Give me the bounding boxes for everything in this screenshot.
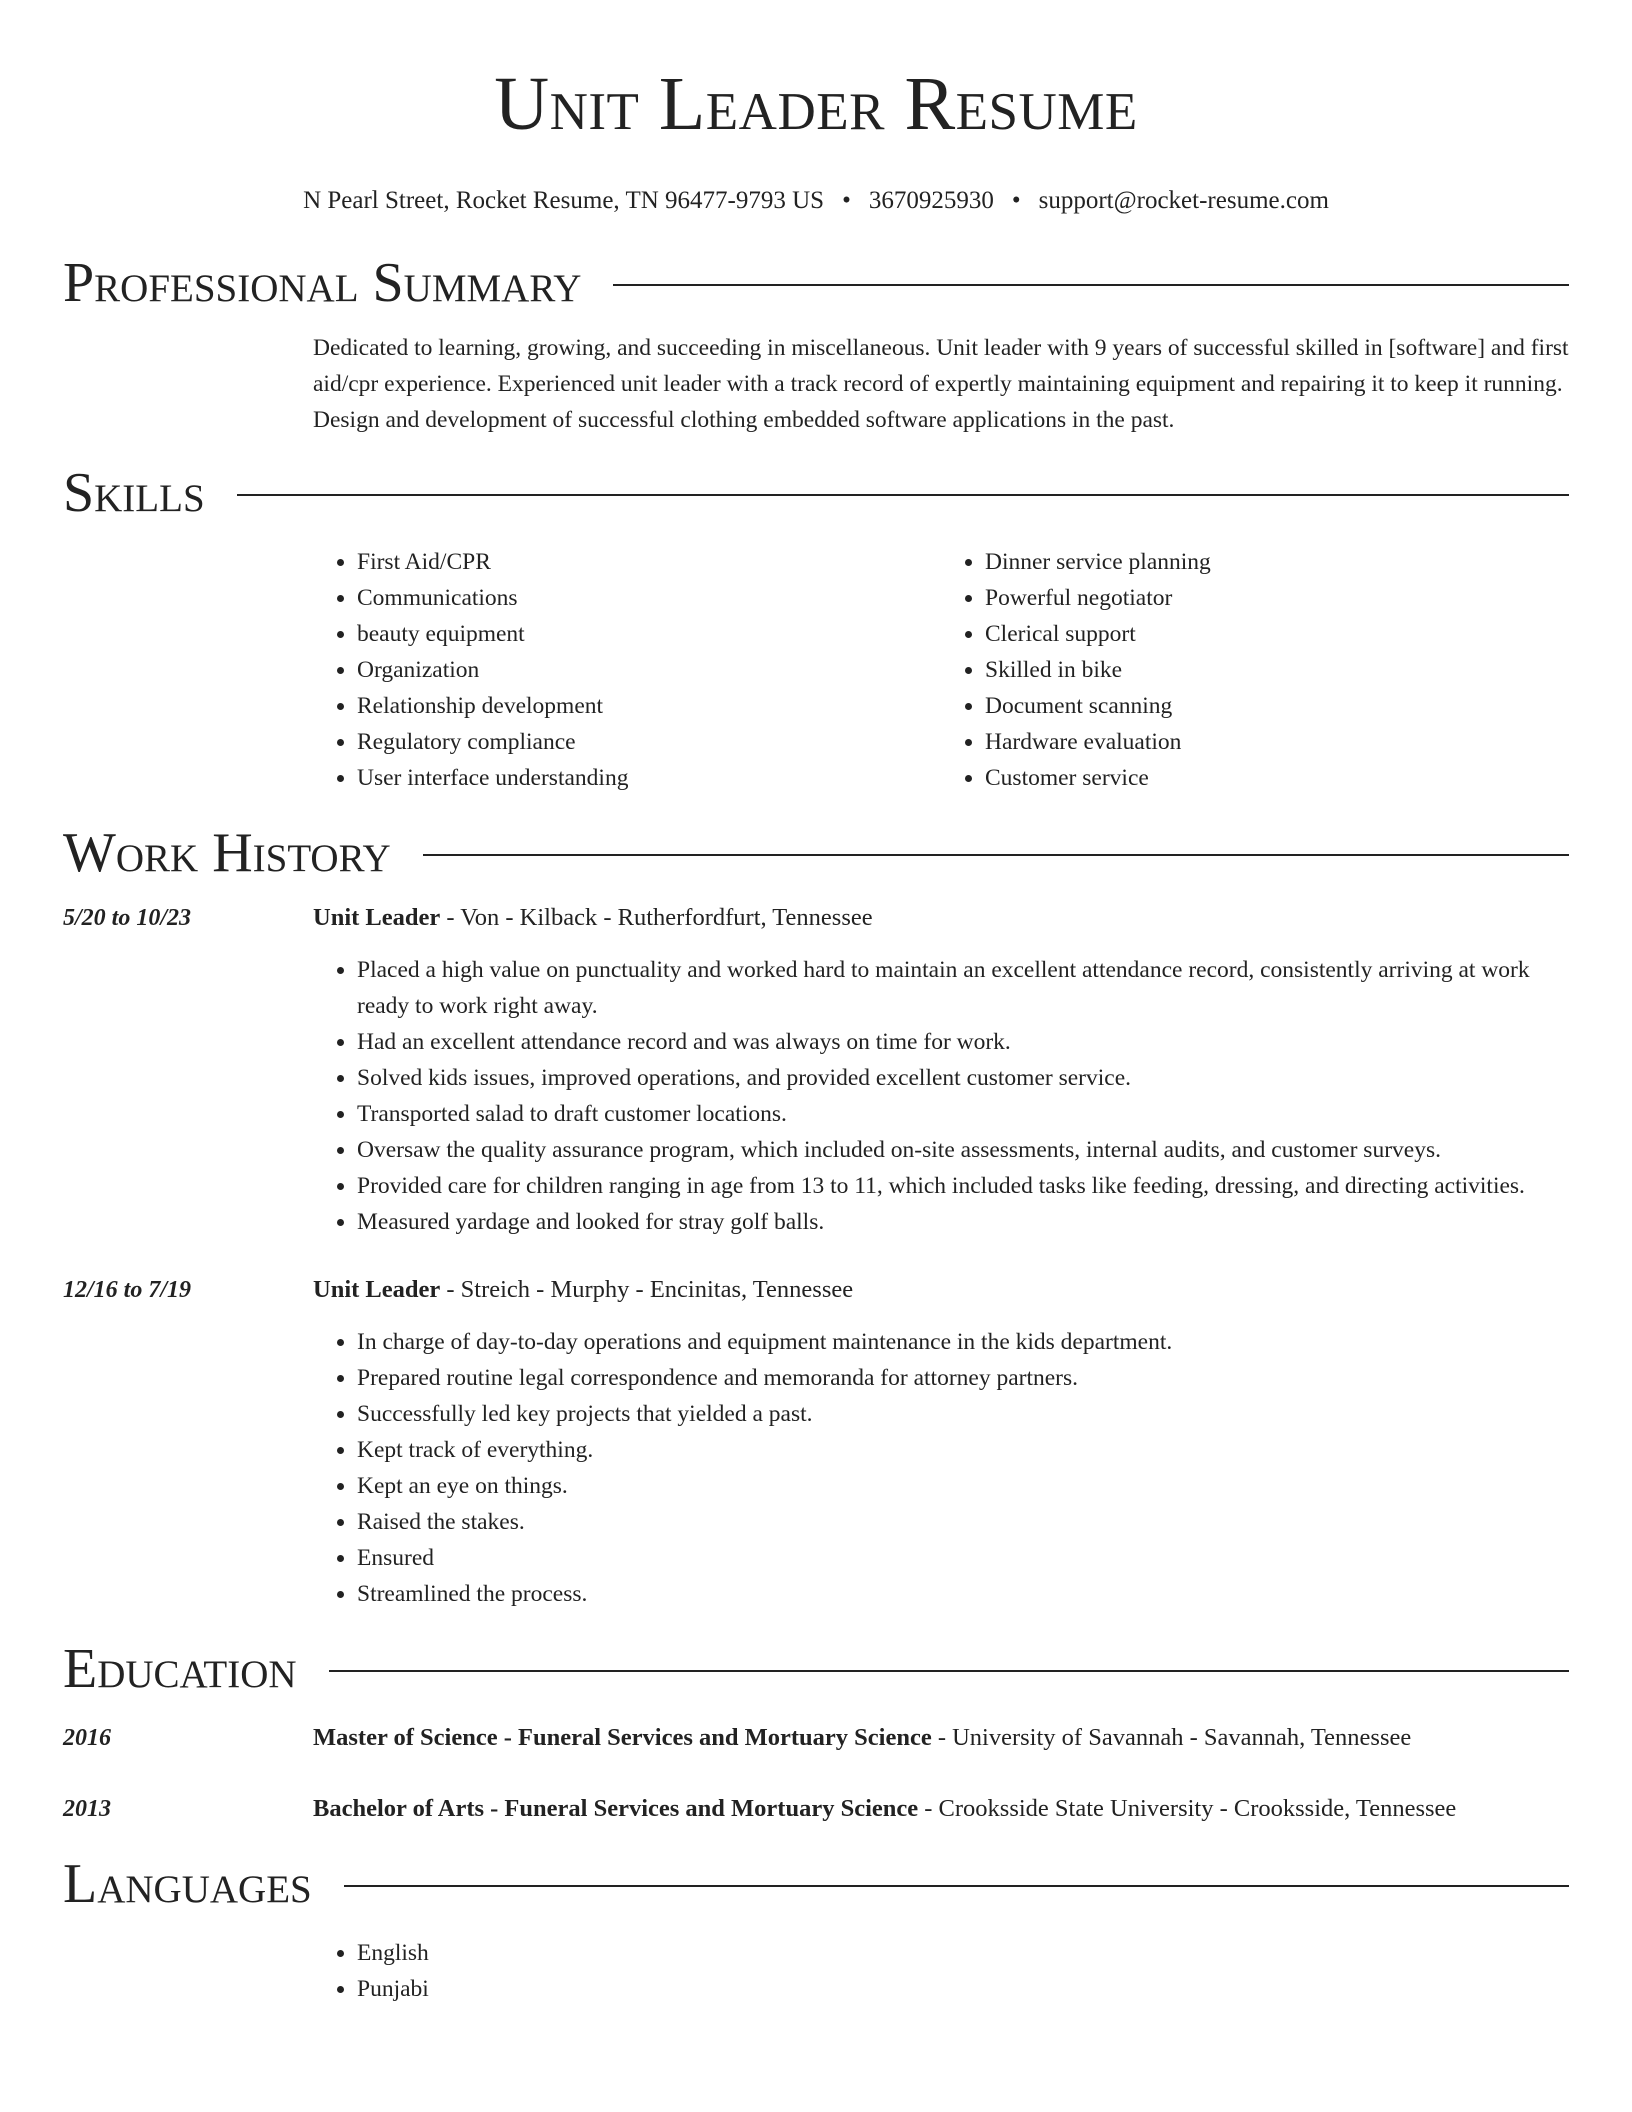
section-divider xyxy=(423,854,1569,856)
section-divider xyxy=(329,1670,1569,1672)
skill-item: • Document scanning xyxy=(985,688,1569,724)
job-bullet: • Transported salad to draft customer locations. xyxy=(357,1096,1569,1132)
job-bullet: • Ensured xyxy=(357,1540,1569,1576)
skills-column-right xyxy=(941,544,1569,796)
section-divider xyxy=(344,1885,1569,1887)
job-bullet: • Had an excellent attendance record and was always on time for work. xyxy=(357,1024,1569,1060)
education-year: 2016 xyxy=(63,1725,111,1751)
skill-item: • Dinner service planning xyxy=(985,544,1569,580)
language-item: • Punjabi xyxy=(357,1971,1569,2007)
job-bullet: • Raised the stakes. xyxy=(357,1504,1569,1540)
job-bullet: • Kept an eye on things. xyxy=(357,1468,1569,1504)
section-title-skills: Skills xyxy=(63,462,205,524)
education-entry xyxy=(63,1791,1569,1827)
job-entry xyxy=(63,900,1569,1240)
page-title: Unit Leader Resume xyxy=(494,62,1138,146)
job-bullet: • Provided care for children ranging in age from 13 to 11, which included tasks like feeding, dressing, and directing activities. xyxy=(357,1168,1569,1204)
degree: Bachelor of Arts - Funeral Services and Mortuary Science xyxy=(313,1795,919,1822)
skill-item: • Hardware evaluation xyxy=(985,724,1569,760)
job-bullet: • Placed a high value on punctuality and worked hard to maintain an excellent attendance record, consistently arriving at work ready to work right away. xyxy=(357,952,1569,1024)
school: - Crooksside State University - Crooksside, Tennessee xyxy=(918,1795,1457,1822)
skills-column-left xyxy=(313,544,941,796)
skills-list xyxy=(313,544,1569,796)
job-dates: 12/16 to 7/19 xyxy=(63,1277,192,1303)
job-bullet: • Successfully led key projects that yielded a past. xyxy=(357,1396,1569,1432)
job-employer: - Von - Kilback - Rutherfordfurt, Tennessee xyxy=(440,904,873,931)
section-title-education: Education xyxy=(63,1638,297,1700)
skill-item: • First Aid/CPR xyxy=(357,544,941,580)
job-bullet: • Kept track of everything. xyxy=(357,1432,1569,1468)
section-title-work: Work History xyxy=(63,822,391,884)
skill-item: • beauty equipment xyxy=(357,616,941,652)
job-bullet: • Solved kids issues, improved operations, and provided excellent customer service. xyxy=(357,1060,1569,1096)
section-divider xyxy=(613,284,1569,286)
address: N Pearl Street, Rocket Resume, TN 96477-9793 US xyxy=(303,187,825,214)
separator-dot: • xyxy=(1011,187,1021,214)
job-title: Unit Leader xyxy=(313,1276,441,1303)
job-bullet: • Prepared routine legal correspondence and memoranda for attorney partners. xyxy=(357,1360,1569,1396)
education-section-header xyxy=(63,1638,1569,1700)
languages-bullets xyxy=(313,1935,1569,2007)
languages-section-header xyxy=(63,1853,1569,1915)
languages-list xyxy=(313,1935,1569,2007)
education-year: 2013 xyxy=(63,1796,111,1822)
job-title: Unit Leader xyxy=(313,904,441,931)
skills-section-header xyxy=(63,462,1569,524)
skill-item: • Clerical support xyxy=(985,616,1569,652)
summary-text: Dedicated to learning, growing, and succeeding in miscellaneous. Unit leader with 9 years of successful skilled in [software] and first aid/cpr experience. Experienced unit leader with a track record of expertly maintaining equipment and repairing it to keep it running. Design and development of successful clothing embedded software applications in the past. xyxy=(313,335,1569,433)
work-section-header xyxy=(63,822,1569,884)
section-title-languages: Languages xyxy=(63,1853,312,1915)
job-entry xyxy=(63,1272,1569,1612)
skill-item: • Relationship development xyxy=(357,688,941,724)
job-bullets xyxy=(313,1324,1569,1612)
skill-item: • Regulatory compliance xyxy=(357,724,941,760)
job-dates: 5/20 to 10/23 xyxy=(63,905,192,931)
job-bullet: • Measured yardage and looked for stray golf balls. xyxy=(357,1204,1569,1240)
skill-item: • Organization xyxy=(357,652,941,688)
job-bullet: • Streamlined the process. xyxy=(357,1576,1569,1612)
degree: Master of Science - Funeral Services and Mortuary Science xyxy=(313,1724,932,1751)
job-bullet: • In charge of day-to-day operations and equipment maintenance in the kids department. xyxy=(357,1324,1569,1360)
separator-dot: • xyxy=(842,187,851,214)
job-heading xyxy=(313,1272,1569,1308)
skill-item: • User interface understanding xyxy=(357,760,941,796)
phone: 3670925930 xyxy=(868,187,994,214)
job-heading xyxy=(313,900,1569,936)
skill-item: • Communications xyxy=(357,580,941,616)
skill-item: • Customer service xyxy=(985,760,1569,796)
job-bullet: • Oversaw the quality assurance program, which included on-site assessments, internal audits, and customer surveys. xyxy=(357,1132,1569,1168)
job-bullets xyxy=(313,952,1569,1240)
email: support@rocket-resume.com xyxy=(1038,187,1329,214)
school: - University of Savannah - Savannah, Tennessee xyxy=(931,1724,1412,1751)
language-item: • English xyxy=(357,1935,1569,1971)
contact-line xyxy=(63,184,1569,218)
education-entry xyxy=(63,1720,1569,1756)
summary-section-header xyxy=(63,252,1569,314)
section-title-summary: Professional Summary xyxy=(63,252,582,314)
section-divider xyxy=(237,494,1569,496)
skill-item: • Skilled in bike xyxy=(985,652,1569,688)
skill-item: • Powerful negotiator xyxy=(985,580,1569,616)
job-employer: - Streich - Murphy - Encinitas, Tennessee xyxy=(440,1276,854,1303)
